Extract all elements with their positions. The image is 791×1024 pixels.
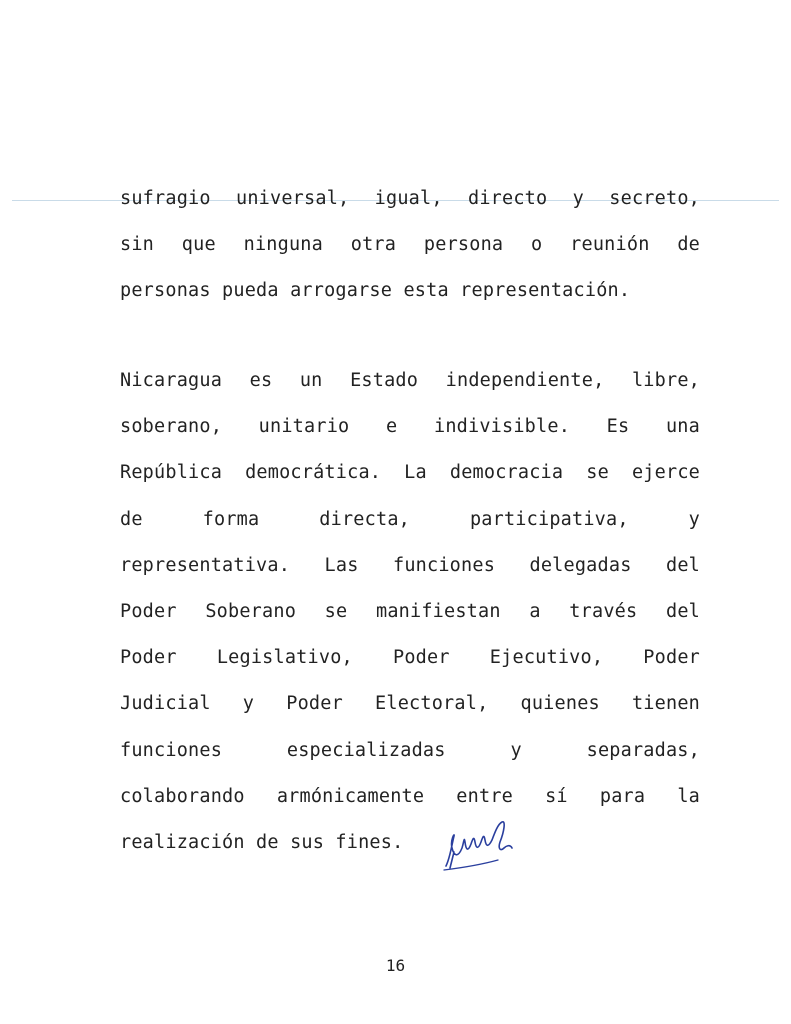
- text-line: realización de sus fines.: [120, 831, 404, 853]
- text-line: funciones especializadas y separadas,: [120, 739, 700, 761]
- text-line: Poder Soberano se manifiestan a través del: [120, 600, 700, 622]
- text-line: representativa. Las funciones delegadas del: [120, 554, 700, 576]
- text-line: República democrática. La democracia se ejerce: [120, 462, 700, 484]
- text-line: Judicial y Poder Electoral, quienes tienen: [120, 693, 700, 715]
- text-line: sin que ninguna otra persona o reunión de: [120, 234, 700, 256]
- text-line: de forma directa, participativa, y: [120, 508, 700, 530]
- page-number: 16: [385, 956, 406, 975]
- text-line: personas pueda arrogarse esta representación.: [120, 280, 631, 302]
- text-line: soberano, unitario e indivisible. Es una: [120, 416, 700, 438]
- text-line: Nicaragua es un Estado independiente, libre,: [120, 370, 700, 391]
- paragraph-2: [120, 358, 700, 866]
- text-line: colaborando armónicamente entre sí para la: [120, 785, 700, 807]
- text-line: sufragio universal, igual, directo y secreto,: [120, 188, 700, 209]
- text-line: Poder Legislativo, Poder Ejecutivo, Poder: [120, 647, 700, 669]
- handwritten-signature: [440, 818, 532, 876]
- paragraph-1: [120, 176, 700, 315]
